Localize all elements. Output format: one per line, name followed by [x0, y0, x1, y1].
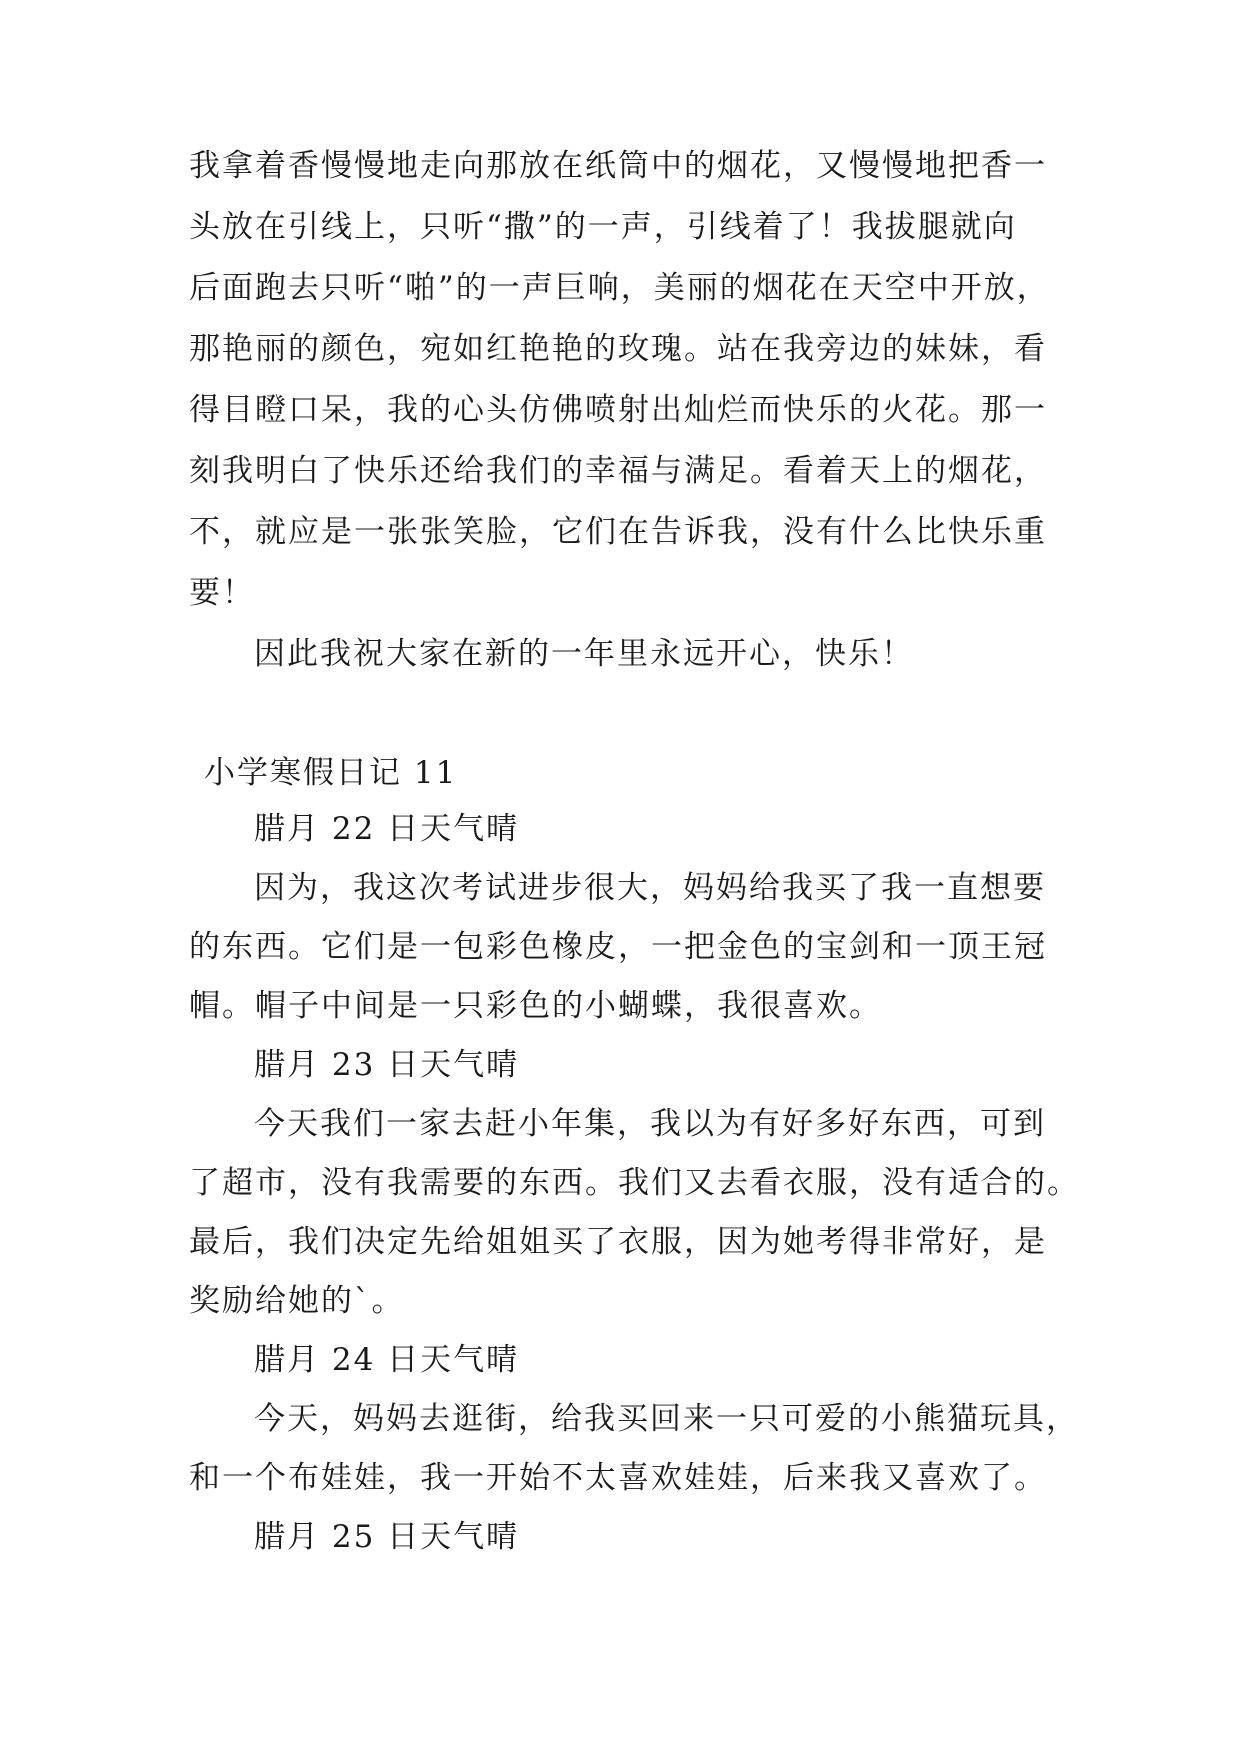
paragraph-line: 要！: [189, 575, 255, 611]
entry-line: 了超市，没有我需要的东西。我们又去看衣服，没有适合的。: [189, 1165, 1080, 1201]
entry-line: 奖励给她的`。: [189, 1283, 405, 1319]
paragraph-line: 那艳丽的颜色，宛如红艳艳的玫瑰。站在我旁边的妹妹，看: [189, 331, 1047, 367]
entry-date: 腊月 22 日天气晴: [254, 811, 520, 847]
paragraph-line: 头放在引线上，只听“撒”的一声，引线着了！我拔腿就向: [189, 209, 1017, 245]
wish-paragraph: 因此我祝大家在新的一年里永远开心，快乐！: [254, 636, 914, 672]
paragraph-line: 不，就应是一张张笑脸，它们在告诉我，没有什么比快乐重: [189, 514, 1047, 550]
entry-date: 腊月 24 日天气晴: [254, 1342, 520, 1378]
entry-line: 最后，我们决定先给姐姐买了衣服，因为她考得非常好，是: [189, 1224, 1047, 1260]
entry-date: 腊月 25 日天气晴: [254, 1519, 520, 1555]
entry-line: 帽。帽子中间是一只彩色的小蝴蝶，我很喜欢。: [189, 988, 882, 1024]
paragraph-line: 我拿着香慢慢地走向那放在纸筒中的烟花，又慢慢地把香一: [189, 148, 1047, 184]
entry-line: 今天，妈妈去逛街，给我买回来一只可爱的小熊猫玩具，: [254, 1401, 1079, 1437]
entry-line: 的东西。它们是一包彩色橡皮，一把金色的宝剑和一顶王冠: [189, 929, 1047, 965]
entry-line: 今天我们一家去赶小年集，我以为有好多好东西，可到: [254, 1106, 1046, 1142]
paragraph-line: 刻我明白了快乐还给我们的幸福与满足。看着天上的烟花，: [189, 453, 1047, 489]
paragraph-line: 后面跑去只听“啪”的一声巨响，美丽的烟花在天空中开放，: [189, 270, 1050, 306]
paragraph-line: 得目瞪口呆，我的心头仿佛喷射出灿烂而快乐的火花。那一: [189, 392, 1047, 428]
entry-line: 和一个布娃娃，我一开始不太喜欢娃娃，后来我又喜欢了。: [189, 1460, 1047, 1496]
diary-title: 小学寒假日记 11: [204, 755, 458, 791]
entry-line: 因为，我这次考试进步很大，妈妈给我买了我一直想要: [254, 870, 1046, 906]
entry-date: 腊月 23 日天气晴: [254, 1047, 520, 1083]
